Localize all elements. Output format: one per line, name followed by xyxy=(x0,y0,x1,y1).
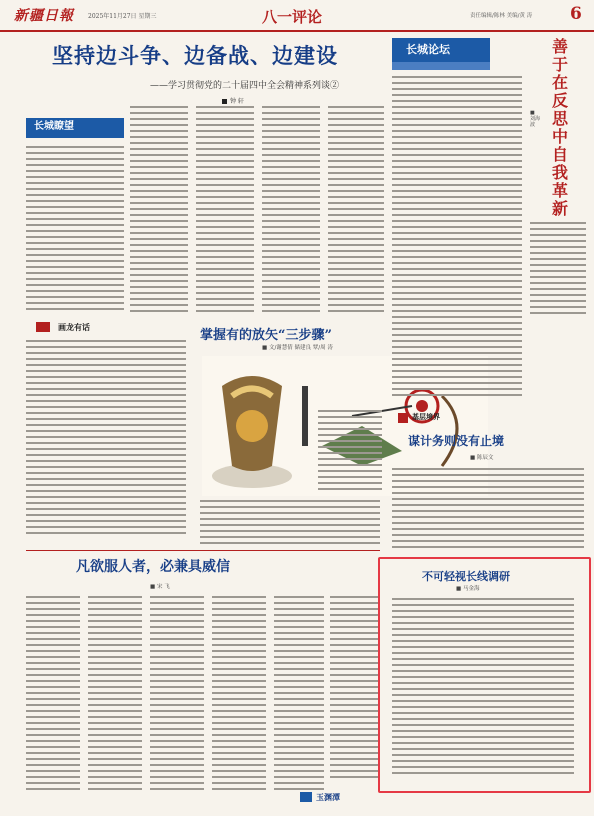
banner-underline xyxy=(26,136,124,138)
small-column-head: 画龙有话 xyxy=(58,322,90,332)
sub-column-headline: 谋计务则没有止境 xyxy=(408,434,505,448)
feature-body-lower xyxy=(200,500,380,544)
lead-body-col-3 xyxy=(262,106,320,314)
sub-column-body xyxy=(392,468,584,552)
sub-column-author: ■ 陈辰文 xyxy=(470,455,494,461)
byline-marker-icon xyxy=(222,99,227,104)
bl-body-col-2 xyxy=(88,596,142,792)
lead-body-col-2 xyxy=(196,106,254,314)
feature-headline: 掌握有的放矢“三步骤” xyxy=(200,328,332,343)
lead-author-name: 钟 轩 xyxy=(230,98,244,105)
bl-body-col-5 xyxy=(274,596,324,792)
bottom-left-author: ■ 宋 飞 xyxy=(150,584,170,590)
forum-body-col-2 xyxy=(530,222,586,318)
newspaper-logo: 新疆日報 xyxy=(14,8,74,24)
editor-credits: 责任编辑/陈林 美编/黄 涛 xyxy=(470,13,533,19)
highlighted-author: ■ 马金海 xyxy=(456,586,480,592)
changcheng-forum-banner: 长城论坛 xyxy=(392,38,490,62)
section-divider xyxy=(26,550,380,551)
page-number: 6 xyxy=(570,4,582,24)
bl-body-col-6 xyxy=(330,596,380,780)
changcheng-banner: 长城瞭望 xyxy=(26,118,124,136)
column-head-marker-icon xyxy=(36,322,50,332)
bl-body-col-1 xyxy=(26,596,80,792)
feature-byline: ■ 文/谢慧倩 储建良 覃/周 涛 xyxy=(262,345,333,351)
left-column-body xyxy=(26,146,124,312)
left-lower-body xyxy=(26,340,186,536)
sub-banner-marker-icon xyxy=(398,413,408,423)
lead-subtitle: ——学习贯彻党的二十届四中全会精神系列谈② xyxy=(150,81,340,91)
highlighted-headline[interactable]: 不可轻视长线调研 xyxy=(422,570,510,583)
sub-column-banner: 基层境界 xyxy=(412,412,440,421)
lead-body-col-4 xyxy=(328,106,384,314)
bottom-left-headline: 凡欲服人者，必兼具威信 xyxy=(76,559,230,575)
forum-banner-stripe xyxy=(392,62,490,70)
vertical-author: ■ 刘海波 xyxy=(530,110,541,128)
footer-tag: 玉渊潭 xyxy=(316,792,340,802)
bl-body-col-3 xyxy=(150,596,204,792)
issue-date: 2025年11月27日 星期三 xyxy=(88,13,157,20)
vertical-headline: 善于在反思中自我革新 xyxy=(551,37,568,218)
footer-tag-marker-icon xyxy=(300,792,312,802)
lead-author xyxy=(222,96,244,105)
forum-body-col-1 xyxy=(392,76,522,400)
highlighted-body xyxy=(392,598,574,778)
lead-headline: 坚持边斗争、边备战、边建设 xyxy=(52,43,338,68)
feature-body-right xyxy=(318,410,382,494)
bl-body-col-4 xyxy=(212,596,266,792)
lead-body-col-1 xyxy=(130,106,188,314)
section-title: 八一评论 xyxy=(262,8,323,26)
